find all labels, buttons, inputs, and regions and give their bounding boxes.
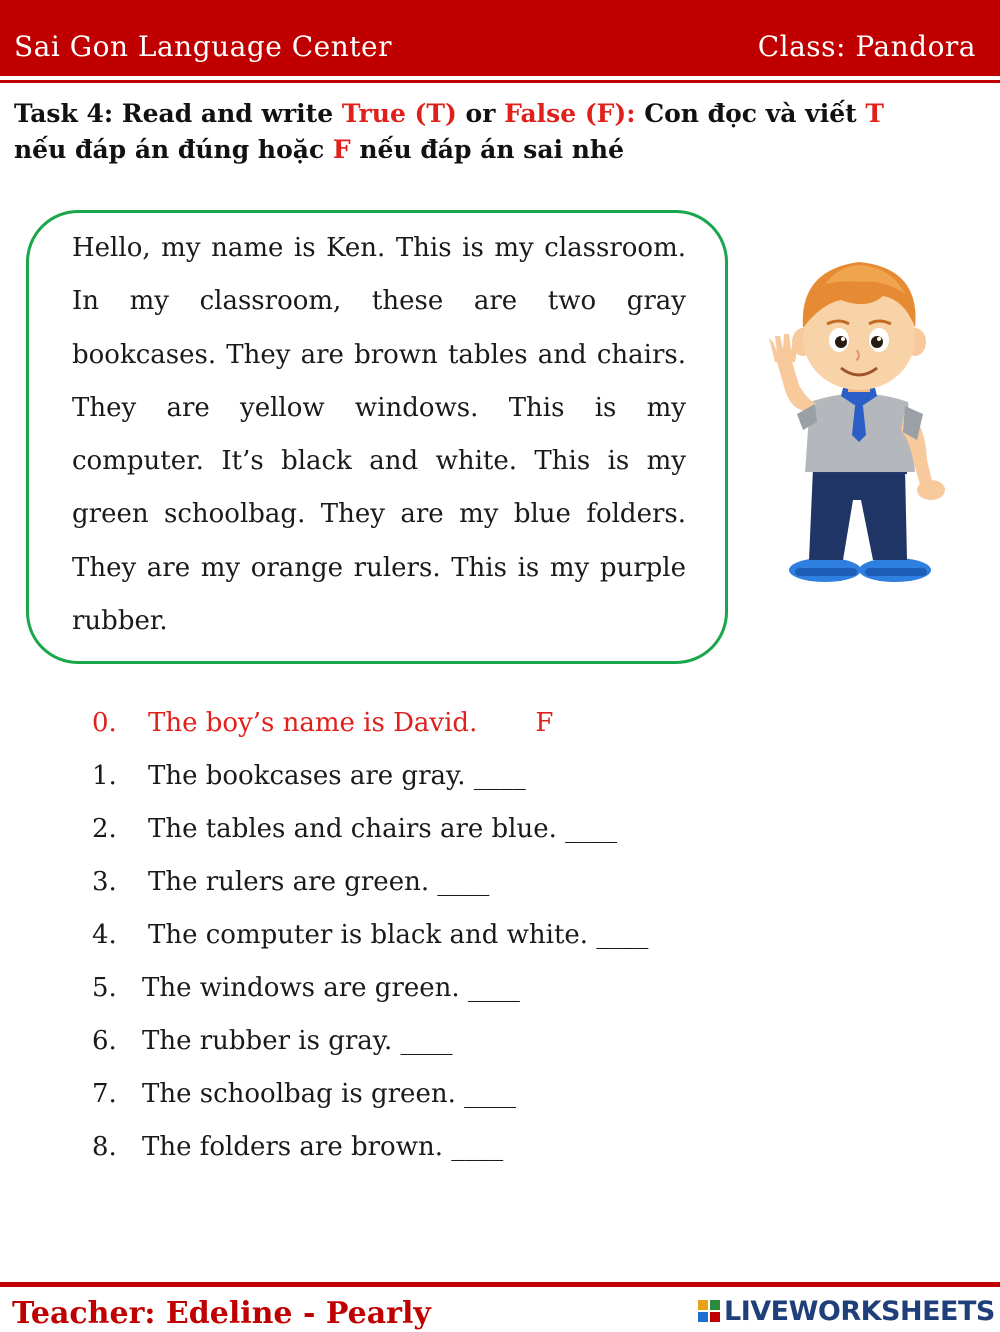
question-number: 3. bbox=[92, 867, 117, 897]
question-number: 2. bbox=[92, 814, 117, 844]
center-name: Sai Gon Language Center bbox=[14, 30, 392, 63]
question-text: The bookcases are gray. ____ bbox=[148, 761, 526, 791]
footer-divider bbox=[0, 1282, 1000, 1287]
class-name: Class: Pandora bbox=[757, 30, 976, 63]
liveworksheets-logo-icon bbox=[698, 1300, 720, 1322]
question-6[interactable] bbox=[92, 1026, 453, 1056]
question-number: 5. bbox=[92, 973, 117, 1003]
question-2[interactable] bbox=[92, 814, 617, 844]
question-5[interactable] bbox=[92, 973, 520, 1003]
brand-name: LIVEWORKSHEETS bbox=[724, 1296, 995, 1327]
question-text: The rubber is gray. ____ bbox=[142, 1026, 453, 1056]
question-text: The boy’s name is David. bbox=[148, 708, 478, 738]
example-question bbox=[92, 708, 553, 738]
question-number: 4. bbox=[92, 920, 117, 950]
header-divider bbox=[0, 80, 1000, 83]
task-text-5: nếu đáp án sai nhé bbox=[350, 135, 624, 164]
question-text: The folders are brown. ____ bbox=[142, 1132, 504, 1162]
question-1[interactable] bbox=[92, 761, 526, 791]
question-8[interactable] bbox=[92, 1132, 503, 1162]
question-text: The rulers are green. ____ bbox=[148, 867, 490, 897]
true-label: True (T) bbox=[341, 99, 457, 128]
task-text-2: or bbox=[456, 99, 505, 128]
f-letter: F bbox=[332, 135, 351, 164]
task-text-3: Con đọc và viết bbox=[635, 99, 866, 128]
question-number: 7. bbox=[92, 1079, 117, 1109]
brand-logo[interactable] bbox=[698, 1296, 995, 1327]
header-bar bbox=[0, 0, 1000, 76]
task-text-4: nếu đáp án đúng hoặc bbox=[14, 135, 333, 164]
boy-waving-illustration bbox=[755, 250, 960, 590]
example-answer: F bbox=[535, 708, 554, 738]
question-number: 1. bbox=[92, 761, 117, 791]
question-4[interactable] bbox=[92, 920, 648, 950]
question-text: The schoolbag is green. ____ bbox=[142, 1079, 517, 1109]
t-letter: T bbox=[865, 99, 884, 128]
question-number: 6. bbox=[92, 1026, 117, 1056]
question-3[interactable] bbox=[92, 867, 489, 897]
question-number: 0. bbox=[92, 708, 117, 738]
task-text-1: Task 4: Read and write bbox=[14, 99, 342, 128]
teacher-name: Teacher: Edeline - Pearly bbox=[12, 1296, 431, 1331]
task-instruction bbox=[14, 96, 989, 168]
question-7[interactable] bbox=[92, 1079, 516, 1109]
question-number: 8. bbox=[92, 1132, 117, 1162]
question-text: The computer is black and white. ____ bbox=[148, 920, 649, 950]
false-label: False (F): bbox=[504, 99, 636, 128]
question-text: The windows are green. ____ bbox=[142, 973, 520, 1003]
question-text: The tables and chairs are blue. ____ bbox=[148, 814, 618, 844]
reading-passage: Hello, my name is Ken. This is my classroom. In my classroom, these are two gray bookcases. They are brown tables and chairs. They are yellow windows. This is my computer. It’s black and white. This is my green schoolbag. They are my blue folders. They are my orange rulers. This is my purple rubber. bbox=[72, 233, 686, 637]
